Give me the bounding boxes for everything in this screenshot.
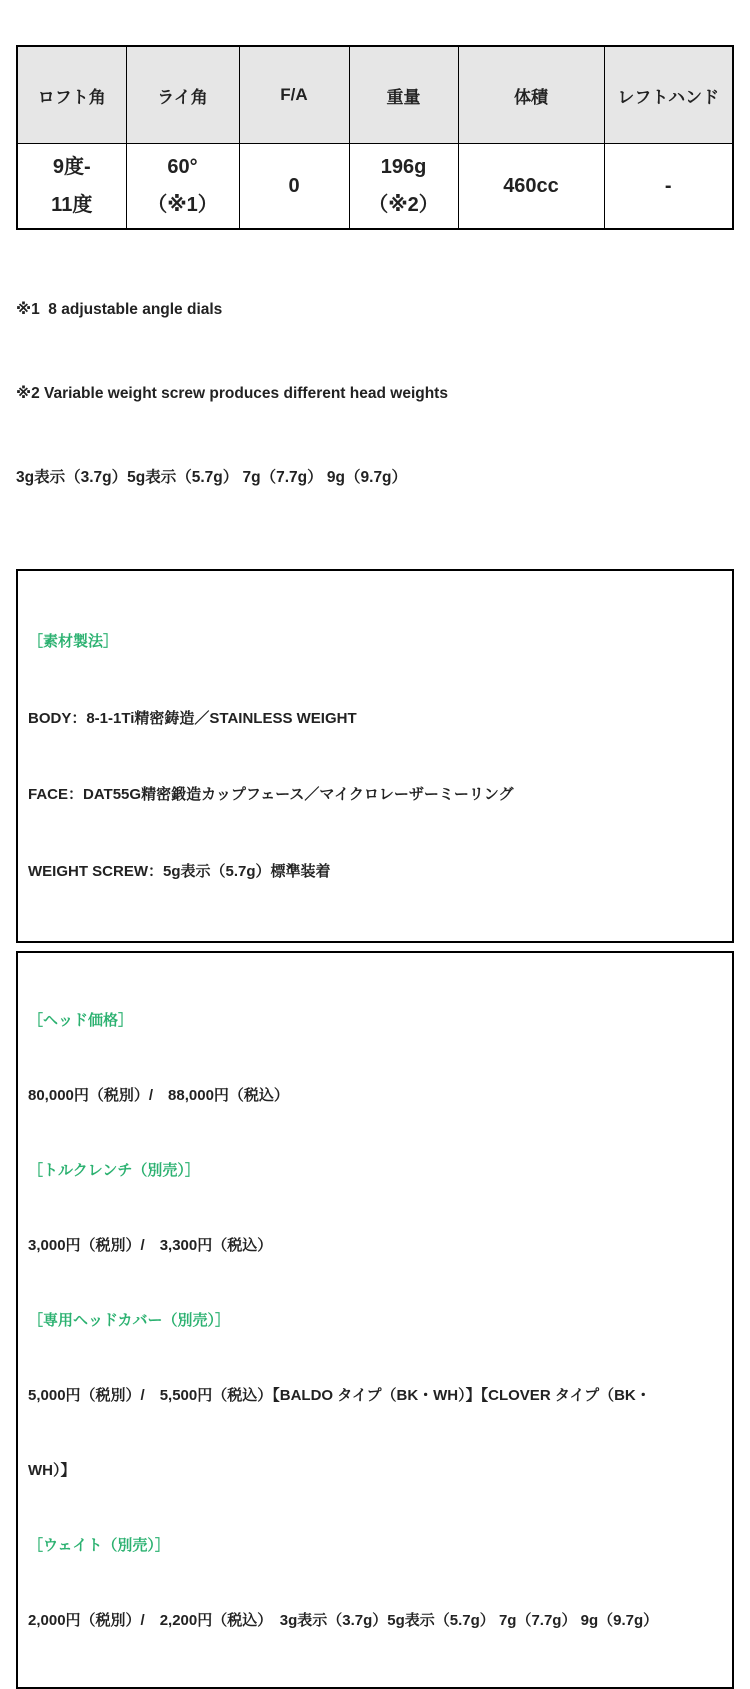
material-box-label: ［素材製法］ bbox=[28, 633, 119, 650]
cell-line: - bbox=[664, 175, 672, 197]
cell-fa bbox=[239, 144, 349, 230]
weight-option-value: 2,000円（税別）/ 2,200円（税込） 3g表示（3.7g）5g表示（5.7g） 7g（7.7g） 9g（9.7g） bbox=[28, 1612, 659, 1629]
torque-wrench-value: 3,000円（税別）/ 3,300円（税込） bbox=[28, 1237, 273, 1254]
col-header-weight: 重量 bbox=[349, 46, 458, 144]
material-body-line: BODY：8-1-1Ti精密鋳造／STAINLESS WEIGHT bbox=[28, 709, 357, 727]
material-face-line: FACE：DAT55G精密鍛造カップフェース／マイクロレーザーミーリング bbox=[28, 786, 514, 803]
spec-table-data-row bbox=[17, 144, 733, 230]
torque-wrench-label: ［トルクレンチ（別売）］ bbox=[28, 1162, 200, 1179]
cell-line: 9度- bbox=[52, 156, 91, 178]
head-cover-value-line2: WH）】 bbox=[28, 1462, 76, 1479]
cell-volume bbox=[458, 144, 604, 230]
head-price-label: ［ヘッド価格］ bbox=[28, 1012, 134, 1029]
spec-table bbox=[16, 45, 734, 230]
material-box bbox=[16, 569, 734, 943]
col-header-left-hand: レフトハンド bbox=[604, 46, 733, 144]
col-header-fa: F/A bbox=[239, 46, 349, 144]
col-header-lie-angle: ライ角 bbox=[126, 46, 239, 144]
cell-lie-angle bbox=[126, 144, 239, 230]
cell-line: 196g bbox=[380, 156, 427, 178]
material-weight-screw-line: WEIGHT SCREW：5g表示（5.7g）標準装着 bbox=[28, 862, 331, 880]
cell-line: 460cc bbox=[503, 175, 559, 197]
cell-line: 60° bbox=[167, 156, 198, 178]
head-price-value: 80,000円（税別）/ 88,000円（税込） bbox=[28, 1087, 289, 1104]
cell-weight bbox=[349, 144, 458, 230]
cell-left-hand bbox=[604, 144, 733, 230]
cell-line: 11度 bbox=[51, 194, 93, 216]
footnotes bbox=[16, 240, 734, 548]
cell-line: （※1） bbox=[147, 194, 218, 216]
cell-line: 0 bbox=[288, 175, 300, 197]
footnote-1: ※1 8 adjustable angle dials bbox=[16, 301, 223, 318]
head-cover-label: ［専用ヘッドカバー（別売）］ bbox=[28, 1312, 231, 1329]
weight-option-label: ［ウェイト（別売）］ bbox=[28, 1537, 170, 1554]
footnote-weight-options: 3g表示（3.7g）5g表示（5.7g） 7g（7.7g） 9g（9.7g） bbox=[16, 469, 408, 486]
cell-line: （※2） bbox=[368, 194, 439, 216]
footnote-2: ※2 Variable weight screw produces different head weights bbox=[16, 385, 448, 402]
col-header-volume: 体積 bbox=[458, 46, 604, 144]
cell-loft-angle bbox=[17, 144, 126, 230]
head-cover-value-line1: 5,000円（税別）/ 5,500円（税込）【BALDO タイプ（BK・WH）】【CLOVER タイプ（BK・ bbox=[28, 1387, 651, 1404]
price-box bbox=[16, 951, 734, 1689]
spec-table-header-row bbox=[17, 46, 733, 144]
col-header-loft-angle: ロフト角 bbox=[17, 46, 126, 144]
